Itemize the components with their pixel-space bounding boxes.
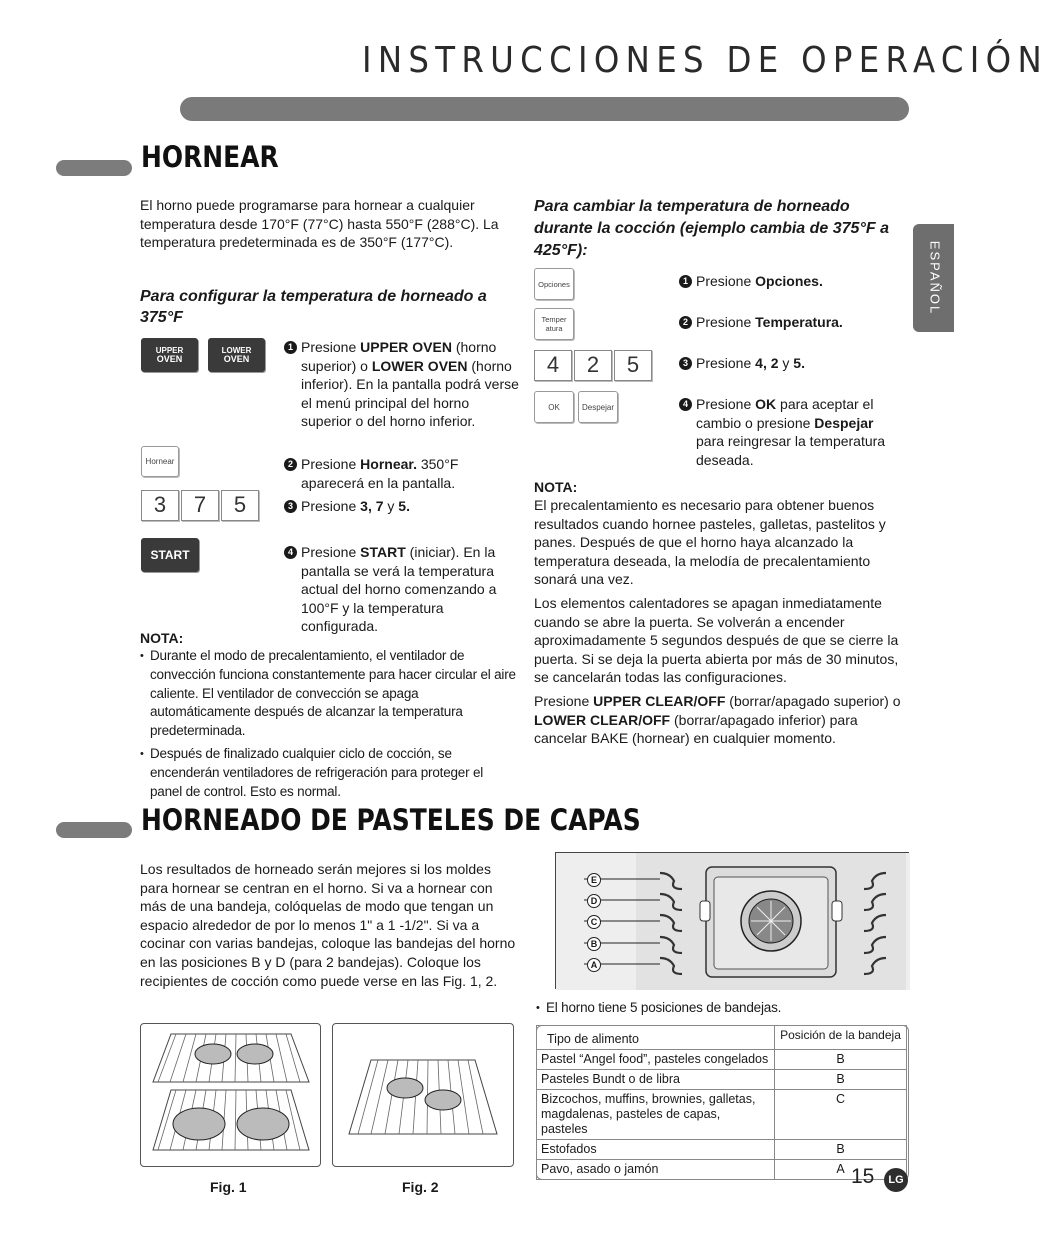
rack-position-table [536,1025,907,1180]
cambiar-step-2: 2 Presione Temperatura. [679,313,904,332]
oven-interior-graphic [556,853,910,990]
table-row [537,1140,907,1160]
rack-table-body [537,1050,907,1180]
page-title: INSTRUCCIONES DE OPERACIÓN [362,40,1048,81]
oven-rack-illustration [555,852,909,989]
cambiar-heading: Para cambiar la temperatura de horneado durante la cocción (ejemplo cambia de 375°F a 425°F): [534,198,889,259]
rack-letter-b: B [587,937,601,951]
table-cell-food: Pasteles Bundt o de libra [537,1070,775,1090]
cambiar-step-1: 1 Presione Opciones. [679,272,904,291]
section-title-pasteles: HORNEADO DE PASTELES DE CAPAS [141,803,641,837]
rack-letter-c: C [587,915,601,929]
two-rack-illustration [141,1024,320,1166]
table-cell-position: C [775,1090,907,1140]
table-header-food: Tipo de alimento [537,1026,775,1050]
cambiar-nota-label: NOTA: [534,479,578,495]
table-header-position: Posición de la bandeja [775,1026,907,1050]
table-row [537,1050,907,1070]
rack-letters [587,873,604,973]
cambiar-nota-p3: Presione UPPER CLEAR/OFF (borrar/apagado superior) o LOWER CLEAR/OFF (borrar/apagado inferior) para cancelar BAKE (hornear) en cualquier momento. [534,693,901,747]
table-cell-food: Pavo, asado o jamón [537,1160,775,1180]
table-row [537,1090,907,1140]
digit-5-button: 5 [221,490,259,521]
digit-4-button: 4 [534,350,572,381]
lower-oven-button: LOWER OVEN [208,338,265,372]
hornear-nota-label: NOTA: [140,630,184,646]
table-cell-food: Bizcochos, muffins, brownies, galletas, magdalenas, pasteles de capas, pasteles [537,1090,775,1140]
table-cell-position: B [775,1050,907,1070]
figure-2-caption: Fig. 2 [402,1179,439,1195]
upper-oven-button: UPPER OVEN [141,338,198,372]
hornear-config-heading: Para configurar la temperatura de horneado a 375°F [140,288,487,326]
nota-bullet: • Después de finalizado cualquier ciclo de cocción, se encenderán ventiladores de refrigeración para proteger el panel de control. Esto es normal. [140,745,518,801]
table-cell-position: A [775,1160,907,1180]
rack-letter-a: A [587,958,601,972]
figure-1 [140,1023,321,1167]
hornear-intro: El horno puede programarse para hornear a cualquier temperatura desde 170°F (77°C) hasta 550°F (288°C). La temperatura predeterminada es de 350°F (177°C). [140,197,499,251]
section-marker [56,822,132,838]
rack-letter-d: D [587,894,601,908]
hornear-nota-list [140,647,518,801]
page-number: 15 [851,1165,875,1188]
digit-3-button: 3 [141,490,179,521]
rack-note: • El horno tiene 5 posiciones de bandejas. [536,999,896,1018]
temperatura-button: Temper atura [534,308,574,340]
rack-table-wrapper [536,1025,909,1180]
hornear-step-1: 1 Presione UPPER OVEN (horno superior) o LOWER OVEN (horno inferior). En la pantalla podrá verse el menú principal del horno superior o del horno inferior. [284,338,520,431]
table-cell-food: Pastel “Angel food”, pasteles congelados [537,1050,775,1070]
hornear-button: Hornear [141,446,179,477]
digit-7-button: 7 [181,490,219,521]
section-title-hornear: HORNEAR [141,140,279,174]
digit-2-button: 2 [574,350,612,381]
hornear-step-4: 4 Presione START (iniciar). En la pantalla se verá la temperatura actual del horno comenzando a 100°F y la temperatura configurada. [284,543,520,636]
lg-logo: LG [884,1168,908,1192]
pasteles-text: Los resultados de horneado serán mejores si los moldes para hornear se centran en el horno. Si va a hornear con más de una bandeja, colóquelas de modo que tengan un espacio alrededor de por lo menos 1" a 1 -1/2". Si va a cocinar con varias bandejas, coloque las bandejas del horno en las posiciones B y D (para 2 bandejas). Coloque los recipientes de cocción como puede verse en las Fig. 1, 2. [140,861,516,989]
table-row [537,1070,907,1090]
cambiar-step-4: 4 Presione OK para aceptar el cambio o presione Despejar para reingresar la temperatura deseada. [679,395,904,469]
despejar-button: Despejar [578,391,618,423]
cambiar-nota-p1: El precalentamiento es necesario para obtener buenos resultados cuando hornee pasteles, galletas, pastelitos y panes. Después de que el horno haya alcanzado la temperatura deseada, la melodía de precalentamiento sonará una vez. [534,497,886,588]
start-button: START [141,538,199,572]
language-tab [913,224,954,332]
rack-letter-e: E [587,873,601,887]
hornear-step-2: 2 Presione Hornear. 350°F aparecerá en la pantalla. [284,455,520,492]
ok-button: OK [534,391,574,423]
section-marker [56,160,132,176]
hornear-step-3: 3 Presione 3, 7 y 5. [284,497,520,516]
table-cell-position: B [775,1070,907,1090]
language-tab-label: ESPAÑOL [926,240,942,316]
opciones-button: Opciones [534,268,574,300]
digit-5-button: 5 [614,350,652,381]
table-cell-position: B [775,1140,907,1160]
single-rack-illustration [333,1024,513,1166]
cambiar-nota-p2: Los elementos calentadores se apagan inmediatamente cuando se abre la puerta. Se volverán a encender aproximadamente 5 segundos después de que se cierre la puerta. Si se deja la puerta abierta por más de 30 minutos, se cancelarán todas las configuraciones. [534,595,899,686]
header-bar [180,97,909,121]
figure-2 [332,1023,514,1167]
nota-bullet: • Durante el modo de precalentamiento, el ventilador de convección funciona constantemente para hacer circular el aire caliente. El ventilador de convección se apaga automáticamente después de alcanzar la temperatura predeterminada. [140,647,518,741]
cambiar-step-3: 3 Presione 4, 2 y 5. [679,354,904,373]
table-cell-food: Estofados [537,1140,775,1160]
figure-1-caption: Fig. 1 [210,1179,247,1195]
